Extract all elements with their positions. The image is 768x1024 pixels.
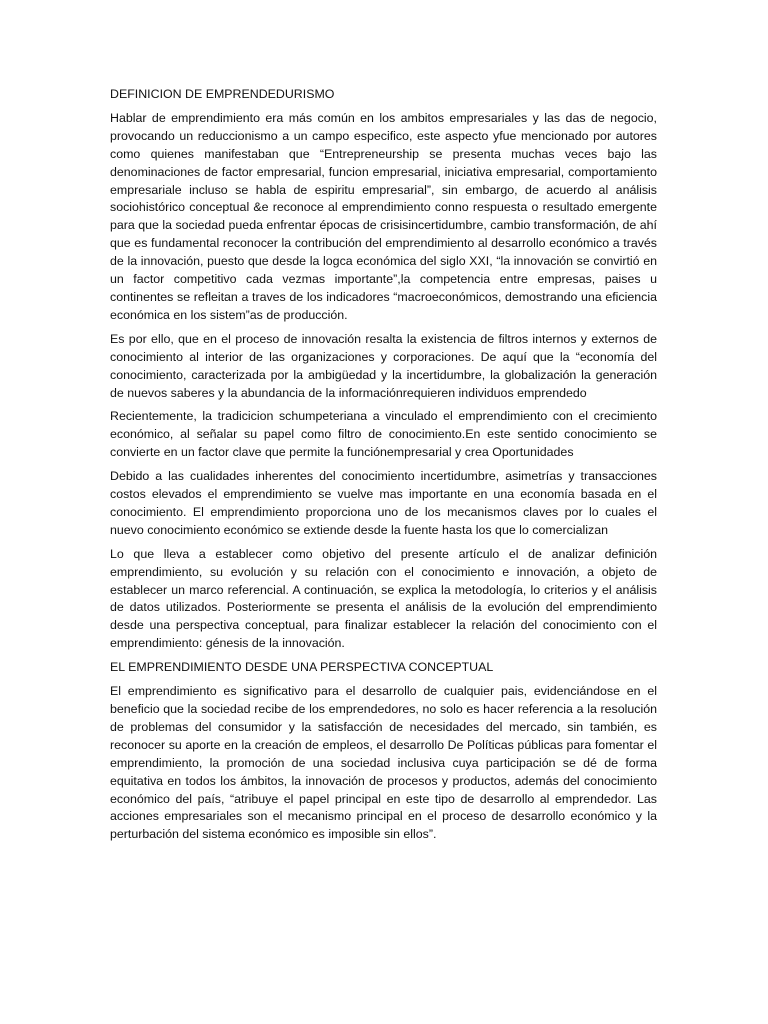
paragraph: Es por ello, que en el proceso de innovación resalta la existencia de filtros internos y externos de conocimiento al interior de las organizaciones y corporaciones. De aquí que la “economía del conocimiento, caracterizada por la ambigüedad y la incertidumbre, la globalización la generación de nuevos saberes y la abundancia de la informaciónrequieren individuos emprendedo bbox=[110, 331, 657, 400]
section-heading: EL EMPRENDIMIENTO DESDE UNA PERSPECTIVA CONCEPTUAL bbox=[110, 660, 494, 675]
paragraph: Recientemente, la tradicicion schumpeteriana a vinculado el emprendimiento con el crecimiento económico, al señalar su papel como filtro de conocimiento.En este sentido conocimiento se convierte en un factor clave que permite la funciónempresarial y crea Oportunidades bbox=[110, 409, 657, 460]
paragraph: Hablar de emprendimiento era más común en los ambitos empresariales y las das de negocio, provocando un reduccionismo a un campo especifico, este aspecto yfue mencionado por autores como quienes manifestaban que “Entrepreneurship se presenta muchas veces bajo las denominaciones de factor empresarial, funcion empresarial, iniciativa empresarial, comportamiento empresariale incluso se habla de espiritu empresarial”, sin embargo, de acuerdo al análisis sociohistórico conceptual &e reconoce al emprendimiento conno respuesta o resultado emergente para que la sociedad pueda enfrentar épocas de crisisincertidumbre, cambio transformación, de ahí que es fundamental reconocer la contribución del emprendimiento al desarrollo económico a través de la innovación, puesto que desde la logca económica del siglo XXI, “la innovación se convirtió en un factor competitivo cada vezmas importante”,la competencia entre empresas, paises u continentes se refleitan a traves de los indicadores “macroeconómicos, demostrando una eficiencia económica en los sistem”as de producción. bbox=[110, 110, 657, 322]
paragraph: Lo que lleva a establecer como objetivo del presente artículo el de analizar definición emprendimiento, su evolución y su relación con el conocimiento e innovación, a objeto de establecer un marco referencial. A continuación, se explica la metodología, lo criterios y el análisis de datos utilizados. Posteriormente se presenta el análisis de la evolución del emprendimiento desde una perspectiva conceptual, para finalizar establecer la relación del conocimiento con el emprendimiento: génesis de la innovación. bbox=[110, 546, 657, 651]
document-page bbox=[110, 86, 657, 850]
document-title: DEFINICION DE EMPRENDEDURISMO bbox=[110, 87, 335, 101]
paragraph: El emprendimiento es significativo para el desarrollo de cualquier pais, evidenciándose en el beneficio que la sociedad recibe de los emprendedores, no solo es hacer referencia a la resolución de problemas del consumidor y la satisfacción de necesidades del mercado, sin también, es reconocer su aporte en la creación de empleos, el desarrollo De Políticas públicas para fomentar el emprendimiento, la promoción de una sociedad inclusiva cuya participación se dé de forma equitativa en todos los ámbitos, la innovación de procesos y productos, además del conocimiento económico del país, “atribuye el papel principal en este tipo de desarrollo al emprendedor. Las acciones empresariales son el mecanismo principal en el proceso de desarrollo económico y la perturbación del sistema económico es imposible sin ellos”. bbox=[110, 684, 657, 842]
paragraph: Debido a las cualidades inherentes del conocimiento incertidumbre, asimetrías y transacciones costos elevados el emprendimiento se vuelve mas importante en una economía basada en el conocimiento. El emprendimiento proporciona uno de los mecanismos claves por lo cuales el nuevo conocimiento económico se extiende desde la fuente hasta los que lo comercializan bbox=[110, 469, 657, 537]
